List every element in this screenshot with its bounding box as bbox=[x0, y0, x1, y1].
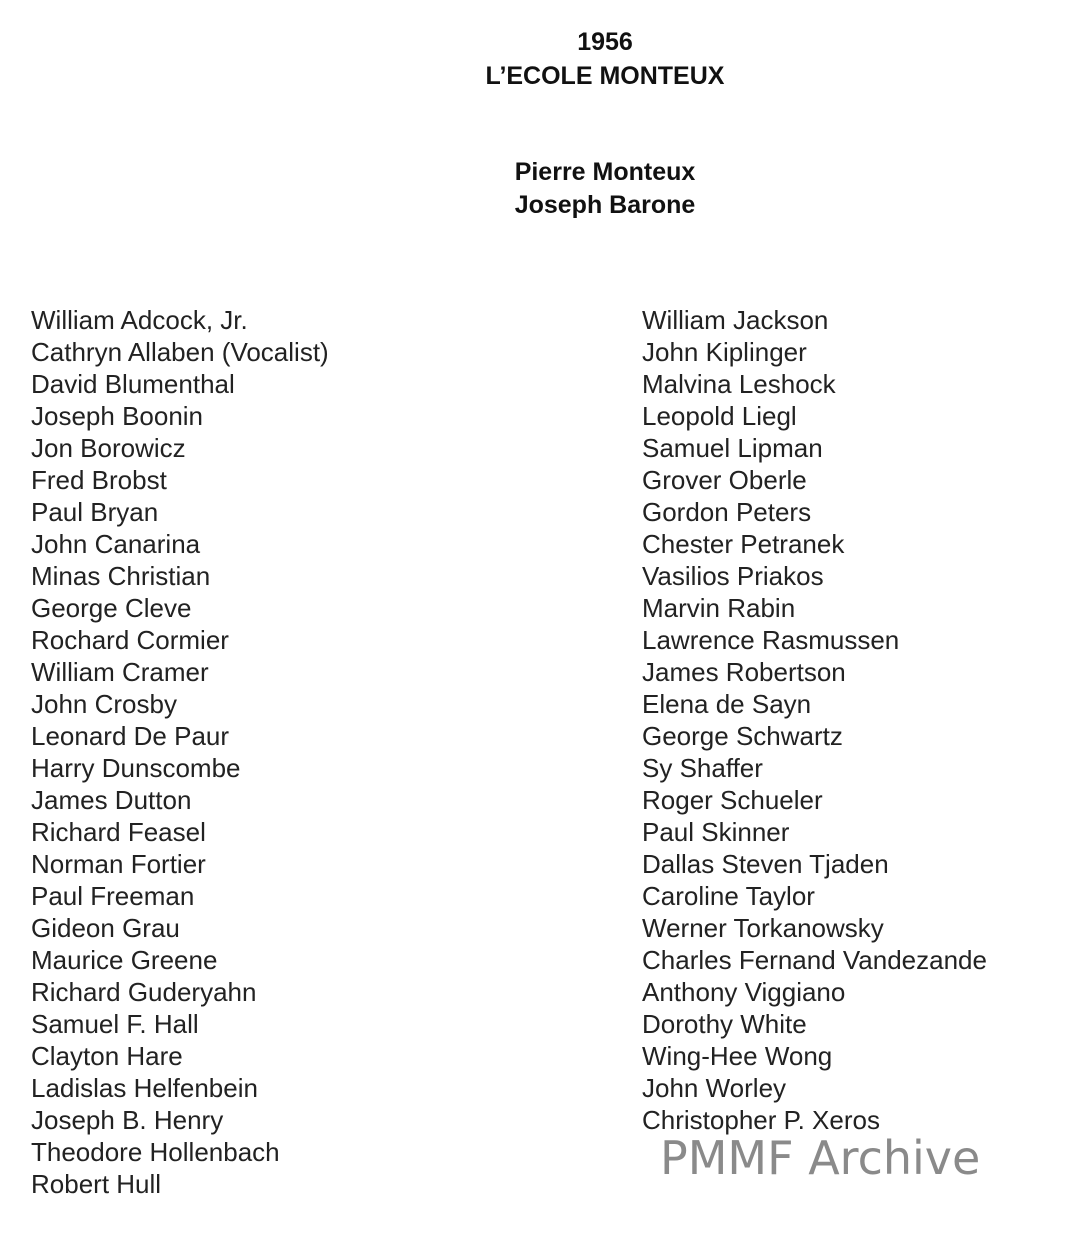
roster-name: Joseph B. Henry bbox=[31, 1105, 224, 1135]
roster-name: Robert Hull bbox=[31, 1169, 162, 1199]
roster-name: Richard Guderyahn bbox=[31, 977, 257, 1007]
roster-name: Leopold Liegl bbox=[642, 401, 797, 431]
document-title bbox=[0, 60, 1078, 93]
year-text: 1956 bbox=[577, 28, 633, 56]
roster-name: Gideon Grau bbox=[31, 913, 180, 943]
roster-name: Grover Oberle bbox=[642, 465, 807, 495]
roster-name: George Schwartz bbox=[642, 721, 843, 751]
roster-name: Minas Christian bbox=[31, 561, 211, 591]
roster-name: Dallas Steven Tjaden bbox=[642, 849, 889, 879]
roster-name: Dorothy White bbox=[642, 1009, 807, 1039]
roster-name: Vasilios Priakos bbox=[642, 561, 824, 591]
roster-name: Paul Freeman bbox=[31, 881, 195, 911]
roster-name: Caroline Taylor bbox=[642, 881, 815, 911]
roster-name: John Worley bbox=[642, 1073, 787, 1103]
roster-name: Rochard Cormier bbox=[31, 625, 229, 655]
roster-name: Elena de Sayn bbox=[642, 689, 812, 719]
document-year bbox=[0, 26, 1078, 59]
roster-name: Samuel F. Hall bbox=[31, 1009, 199, 1039]
roster-name: Jon Borowicz bbox=[31, 433, 186, 463]
roster-name: Roger Schueler bbox=[642, 785, 823, 815]
roster-name: Malvina Leshock bbox=[642, 369, 836, 399]
roster-name: James Robertson bbox=[642, 657, 846, 687]
roster-name: Clayton Hare bbox=[31, 1041, 183, 1071]
roster-name: Fred Brobst bbox=[31, 465, 167, 495]
roster-name: George Cleve bbox=[31, 593, 192, 623]
roster-name: William Adcock, Jr. bbox=[31, 305, 248, 335]
roster-name: Maurice Greene bbox=[31, 945, 218, 975]
archive-watermark: PMMF Archive bbox=[660, 1131, 981, 1185]
director-name: Joseph Barone bbox=[514, 191, 696, 219]
roster-name: Norman Fortier bbox=[31, 849, 206, 879]
roster-name: Sy Shaffer bbox=[642, 753, 763, 783]
roster-name: William Cramer bbox=[31, 657, 209, 687]
roster-name: Samuel Lipman bbox=[642, 433, 823, 463]
roster-name: John Canarina bbox=[31, 529, 201, 559]
roster-right-column bbox=[642, 304, 987, 1136]
roster-name: Joseph Boonin bbox=[31, 401, 204, 431]
roster-name: John Kiplinger bbox=[642, 337, 807, 367]
roster-name: Richard Feasel bbox=[31, 817, 206, 847]
roster-name: Harry Dunscombe bbox=[31, 753, 241, 783]
roster-name: Chester Petranek bbox=[642, 529, 845, 559]
roster-name: David Blumenthal bbox=[31, 369, 235, 399]
roster-name: William Jackson bbox=[642, 305, 829, 335]
roster-name: Paul Skinner bbox=[642, 817, 790, 847]
director-name: Pierre Monteux bbox=[514, 158, 696, 186]
roster-name: Gordon Peters bbox=[642, 497, 812, 527]
roster-left-column bbox=[31, 304, 329, 1200]
roster-name: Leonard De Paur bbox=[31, 721, 230, 751]
roster-name: Ladislas Helfenbein bbox=[31, 1073, 258, 1103]
roster-name: Christopher P. Xeros bbox=[642, 1105, 880, 1135]
roster-name: Theodore Hollenbach bbox=[31, 1137, 280, 1167]
roster-name: Werner Torkanowsky bbox=[642, 913, 884, 943]
roster-name: Lawrence Rasmussen bbox=[642, 625, 900, 655]
roster-name: Wing-Hee Wong bbox=[642, 1041, 833, 1071]
directors-block bbox=[0, 156, 1078, 222]
roster-name: James Dutton bbox=[31, 785, 192, 815]
school-name: L’ECOLE MONTEUX bbox=[485, 62, 725, 90]
roster-name: John Crosby bbox=[31, 689, 177, 719]
roster-name: Marvin Rabin bbox=[642, 593, 796, 623]
roster-name: Cathryn Allaben (Vocalist) bbox=[31, 337, 329, 367]
roster-name: Charles Fernand Vandezande bbox=[642, 945, 987, 975]
roster-name: Anthony Viggiano bbox=[642, 977, 846, 1007]
roster-name: Paul Bryan bbox=[31, 497, 159, 527]
